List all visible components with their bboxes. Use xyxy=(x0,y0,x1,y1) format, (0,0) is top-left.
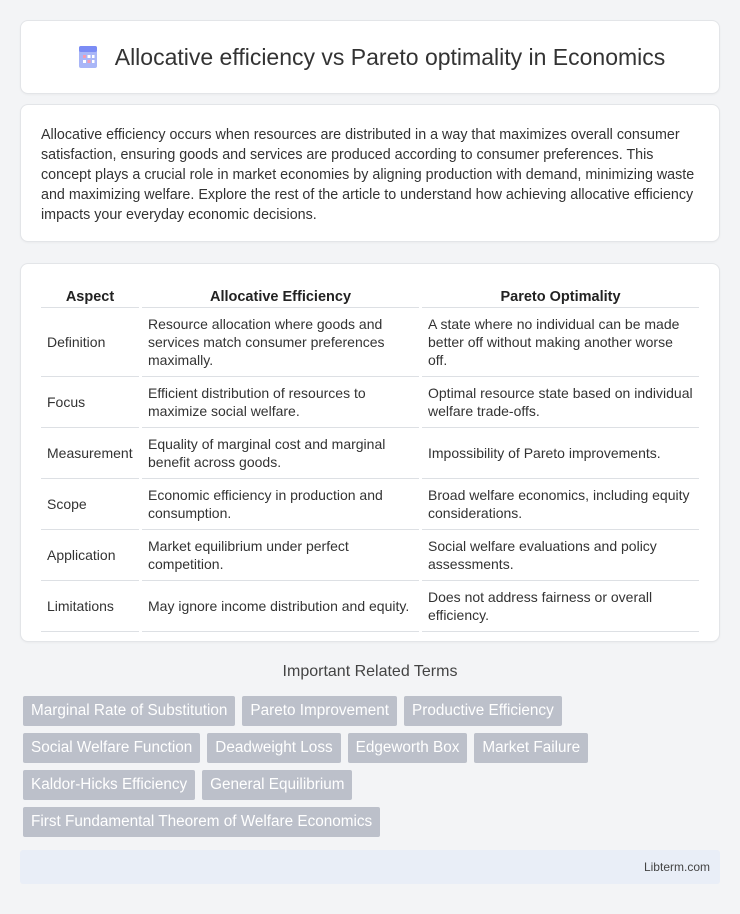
aspect-cell: Measurement xyxy=(41,428,139,479)
related-terms-title: Important Related Terms xyxy=(282,663,458,680)
column-header: Pareto Optimality xyxy=(422,284,699,308)
table-row xyxy=(41,377,699,428)
allocative-cell: May ignore income distribution and equity. xyxy=(142,581,419,632)
tag-row xyxy=(23,696,723,726)
pareto-cell: Impossibility of Pareto improvements. xyxy=(422,428,699,479)
related-term-tag[interactable]: Pareto Improvement xyxy=(242,696,397,726)
related-term-tag[interactable]: Social Welfare Function xyxy=(23,733,200,763)
related-term-tag[interactable]: Marginal Rate of Substitution xyxy=(23,696,235,726)
related-term-tag[interactable]: Deadweight Loss xyxy=(207,733,340,763)
related-term-tag[interactable]: First Fundamental Theorem of Welfare Economics xyxy=(23,807,380,837)
title-card xyxy=(20,20,720,94)
related-term-tag[interactable]: Kaldor-Hicks Efficiency xyxy=(23,770,195,800)
intro-paragraph: Allocative efficiency occurs when resources are distributed in a way that maximizes overall consumer satisfaction, ensuring goods and services are produced according to consumer preferences. This concept plays a crucial role in market economies by aligning production with demand, minimizing waste and maximizing welfare. Explore the rest of the article to understand how achieving allocative efficiency impacts your everyday economic decisions. xyxy=(41,127,695,223)
pareto-cell: Broad welfare economics, including equity considerations. xyxy=(422,479,699,530)
allocative-cell: Market equilibrium under perfect competition. xyxy=(142,530,419,581)
allocative-cell: Equality of marginal cost and marginal benefit across goods. xyxy=(142,428,419,479)
pareto-cell: A state where no individual can be made better off without making another worse off. xyxy=(422,308,699,377)
table-header-row xyxy=(41,284,699,308)
table-row xyxy=(41,530,699,581)
allocative-cell: Efficient distribution of resources to maximize social welfare. xyxy=(142,377,419,428)
comparison-card xyxy=(20,263,720,642)
column-header: Allocative Efficiency xyxy=(142,284,419,308)
pareto-cell: Social welfare evaluations and policy assessments. xyxy=(422,530,699,581)
table-row xyxy=(41,581,699,632)
aspect-cell: Definition xyxy=(41,308,139,377)
footer xyxy=(20,850,720,884)
related-term-tag[interactable]: General Equilibrium xyxy=(202,770,352,800)
column-header: Aspect xyxy=(41,284,139,308)
tag-row xyxy=(23,770,723,800)
table-row xyxy=(41,479,699,530)
aspect-cell: Scope xyxy=(41,479,139,530)
document-icon xyxy=(75,44,101,70)
related-term-tag[interactable]: Edgeworth Box xyxy=(348,733,468,763)
allocative-cell: Economic efficiency in production and consumption. xyxy=(142,479,419,530)
aspect-cell: Focus xyxy=(41,377,139,428)
intro-card xyxy=(20,104,720,242)
pareto-cell: Does not address fairness or overall efficiency. xyxy=(422,581,699,632)
related-terms-list xyxy=(23,696,723,844)
related-term-tag[interactable]: Market Failure xyxy=(474,733,588,763)
table-row xyxy=(41,428,699,479)
allocative-cell: Resource allocation where goods and services match consumer preferences maximally. xyxy=(142,308,419,377)
footer-site-name: Libterm.com xyxy=(643,860,710,874)
comparison-table xyxy=(38,284,702,632)
page-title: Allocative efficiency vs Pareto optimality in Economics xyxy=(114,43,666,70)
tag-row xyxy=(23,733,723,763)
aspect-cell: Application xyxy=(41,530,139,581)
tag-row xyxy=(23,807,723,837)
table-row xyxy=(41,308,699,377)
aspect-cell: Limitations xyxy=(41,581,139,632)
related-term-tag[interactable]: Productive Efficiency xyxy=(404,696,562,726)
pareto-cell: Optimal resource state based on individual welfare trade-offs. xyxy=(422,377,699,428)
